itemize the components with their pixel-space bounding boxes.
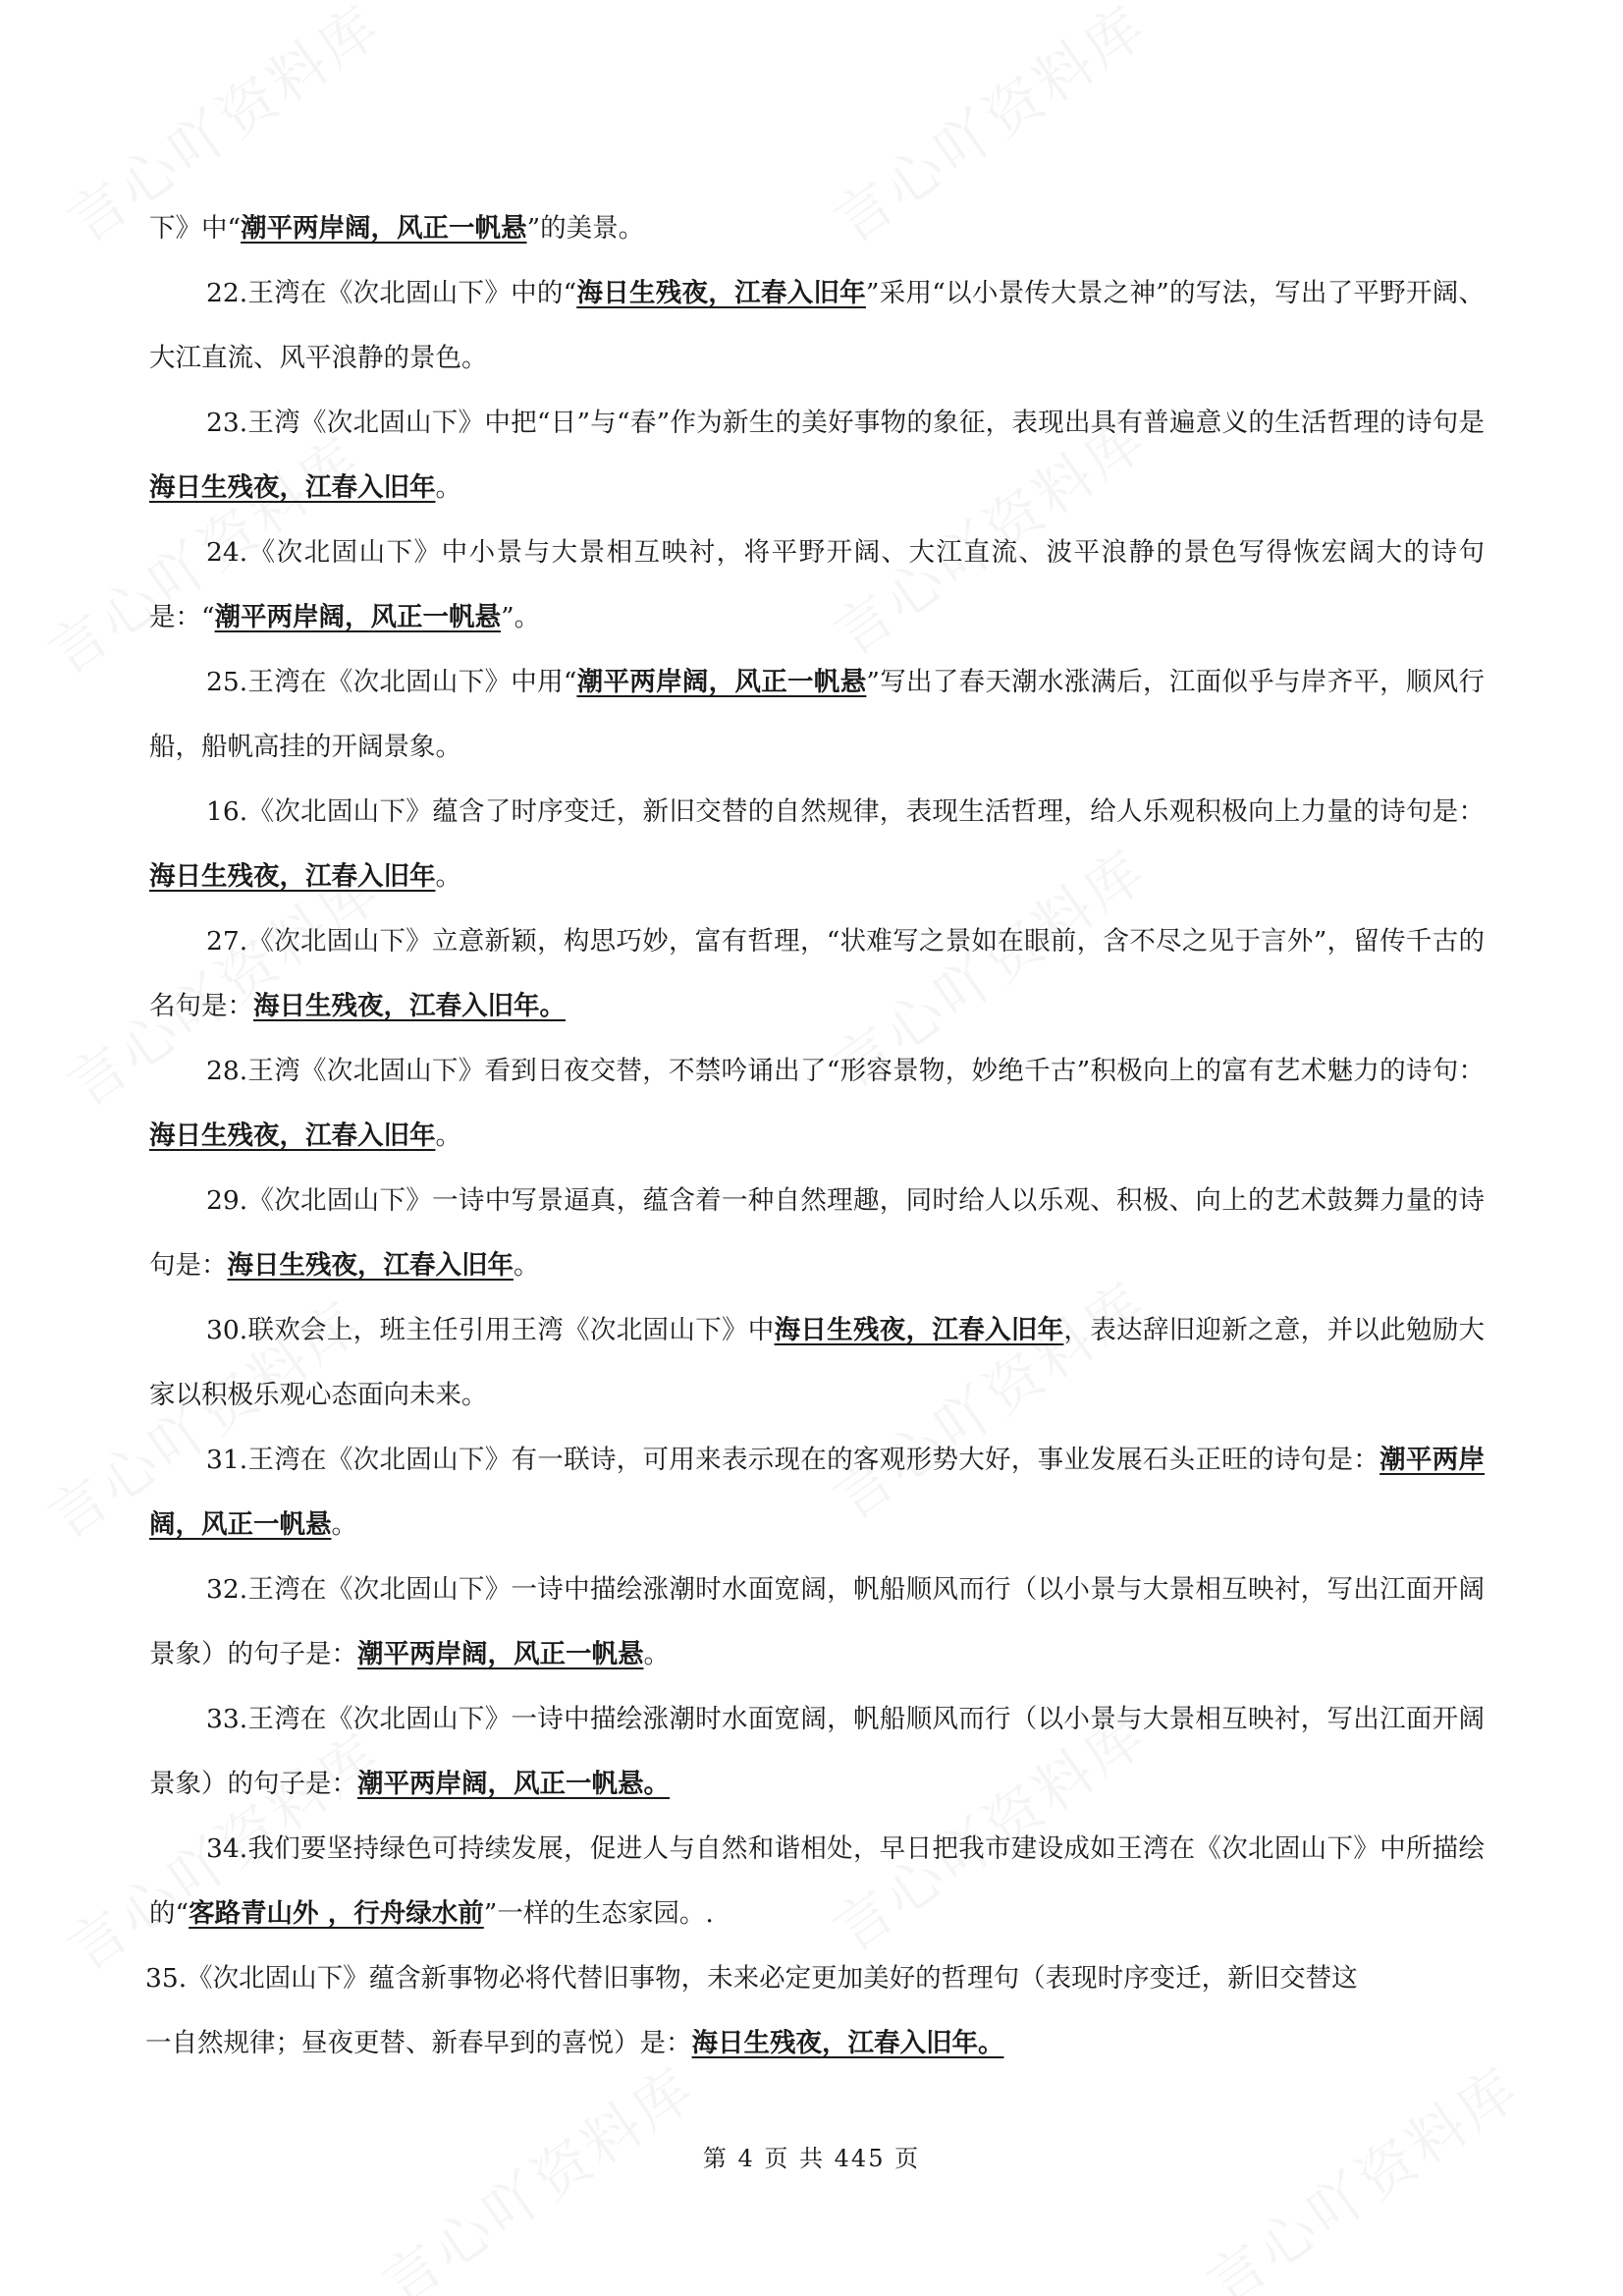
body-text: 。: [435, 1121, 461, 1151]
body-text: 32.王湾在《次北固山下》一诗中描绘涨潮时水面宽阔，帆船顺风而行（以小景与大景相互映衬，写出江面开阔景象）的句子是：: [149, 1574, 1485, 1669]
paragraph-p32: [149, 1558, 1485, 1687]
body-text: 。: [643, 1639, 670, 1669]
body-text: 。: [435, 472, 461, 503]
body-text: ”。: [501, 602, 541, 632]
answer-text: 海日生残夜，江春入旧年。: [253, 991, 566, 1021]
paragraph-p25: [149, 650, 1485, 780]
paragraph-p35: [145, 1946, 1485, 2076]
body-text: ”写出了春天潮水涨满后，江面似乎与岸齐平，顺风行船，船帆高挂的开阔景象。: [149, 667, 1485, 762]
paragraph-p34: [149, 1817, 1485, 1946]
paragraph-p27: [149, 909, 1485, 1039]
body-text: ”的美景。: [526, 213, 645, 244]
body-text: 34.我们要坚持绿色可持续发展，促进人与自然和谐相处，早日把我市建设成如王湾在《次北固山下》中所描绘的“: [149, 1833, 1485, 1929]
answer-text: 潮平两岸阔，风正一帆悬。: [357, 1769, 670, 1799]
answer-text: 海日生残夜，江春入旧年: [149, 472, 436, 503]
paragraph-p33: [149, 1687, 1485, 1817]
answer-text: 潮平两岸阔，风正一帆悬: [357, 1639, 644, 1669]
page-footer: 第 4 页 共 445 页: [702, 2145, 921, 2172]
paragraph-p0: [149, 196, 1485, 261]
paragraph-p29: [149, 1169, 1485, 1298]
answer-text: 潮平两岸阔，风正一帆悬: [149, 1445, 1485, 1540]
answer-text: 潮平两岸阔，风正一帆悬: [241, 213, 527, 244]
paragraph-p22: [149, 261, 1485, 391]
answer-text: 海日生残夜，江春入旧年: [227, 1250, 514, 1281]
body-text: 30.联欢会上，班主任引用王湾《次北固山下》中: [206, 1315, 775, 1345]
body-text: 。: [331, 1509, 357, 1540]
answer-text: 海日生残夜，江春入旧年: [149, 1121, 436, 1151]
paragraph-p30: [149, 1298, 1485, 1428]
body-text: 22.王湾在《次北固山下》中的“: [206, 278, 577, 308]
body-text: ”采用“以小景传大景之神”的写法，写出了平野开阔、大江直流、风平浪静的景色。: [149, 278, 1485, 373]
body-text: 35.《次北固山下》蕴含新事物必将代替旧事物，未来必定更加美好的哲理句（表现时序变迁，新旧交替这: [145, 1963, 1358, 1994]
paragraph-p28: [149, 1039, 1485, 1169]
body-text: 下》中“: [149, 213, 242, 244]
body-text: 。: [514, 1250, 540, 1281]
body-text: 23.王湾《次北固山下》中把“日”与“春”作为新生的美好事物的象征，表现出具有普遍意义的生活哲理的诗句是: [206, 408, 1485, 438]
body-text: 一自然规律；昼夜更替、新春早到的喜悦）是：: [145, 2028, 692, 2058]
body-text: ”一样的生态家园。.: [483, 1898, 714, 1929]
body-text: 29.《次北固山下》一诗中写景逼真，蕴含着一种自然理趣，同时给人以乐观、积极、向上的艺术鼓舞力量的诗句是：: [149, 1185, 1485, 1281]
body-text: 24.《次北固山下》中小景与大景相互映衬，将平野开阔、大江直流、波平浪静的景色写得恢宏阔大的诗句是：“: [149, 537, 1485, 632]
answer-text: 潮平两岸阔，风正一帆悬: [576, 667, 867, 697]
answer-text: 海日生残夜，江春入旧年。: [691, 2028, 1004, 2058]
answer-text: 海日生残夜，江春入旧年: [774, 1315, 1064, 1345]
body-text: 33.王湾在《次北固山下》一诗中描绘涨潮时水面宽阔，帆船顺风而行（以小景与大景相互映衬，写出江面开阔景象）的句子是：: [149, 1704, 1485, 1799]
answer-text: 客路青山外 ，行舟绿水前: [189, 1898, 484, 1929]
body-text: 25.王湾在《次北固山下》中用“: [206, 667, 577, 697]
answer-text: 潮平两岸阔，风正一帆悬: [214, 602, 502, 632]
body-text: 16.《次北固山下》蕴含了时序变迁，新旧交替的自然规律，表现生活哲理，给人乐观积极向上力量的诗句是：: [206, 796, 1485, 827]
centered-line: [145, 2011, 1485, 2076]
document-body: [145, 196, 1485, 2076]
body-text: 31.王湾在《次北固山下》有一联诗，可用来表示现在的客观形势大好，事业发展石头正旺的诗句是：: [206, 1445, 1380, 1475]
paragraph-p31: [149, 1428, 1485, 1558]
body-text: 27.《次北固山下》立意新颖，构思巧妙，富有哲理，“状难写之景如在眼前，含不尽之见于言外”，留传千古的名句是：: [149, 926, 1485, 1021]
body-text: 28.王湾《次北固山下》看到日夜交替，不禁吟诵出了“形容景物，妙绝千古”积极向上的富有艺术魅力的诗句：: [206, 1056, 1485, 1086]
paragraph-p23: [149, 391, 1485, 520]
body-text: ，表达辞旧迎新之意，并以此勉励大家以积极乐观心态面向未来。: [149, 1315, 1485, 1410]
body-text: 。: [435, 861, 461, 892]
answer-text: 海日生残夜，江春入旧年: [149, 861, 436, 892]
paragraph-p16: [149, 780, 1485, 909]
answer-text: 海日生残夜，江春入旧年: [576, 278, 866, 308]
paragraph-p24: [149, 520, 1485, 650]
